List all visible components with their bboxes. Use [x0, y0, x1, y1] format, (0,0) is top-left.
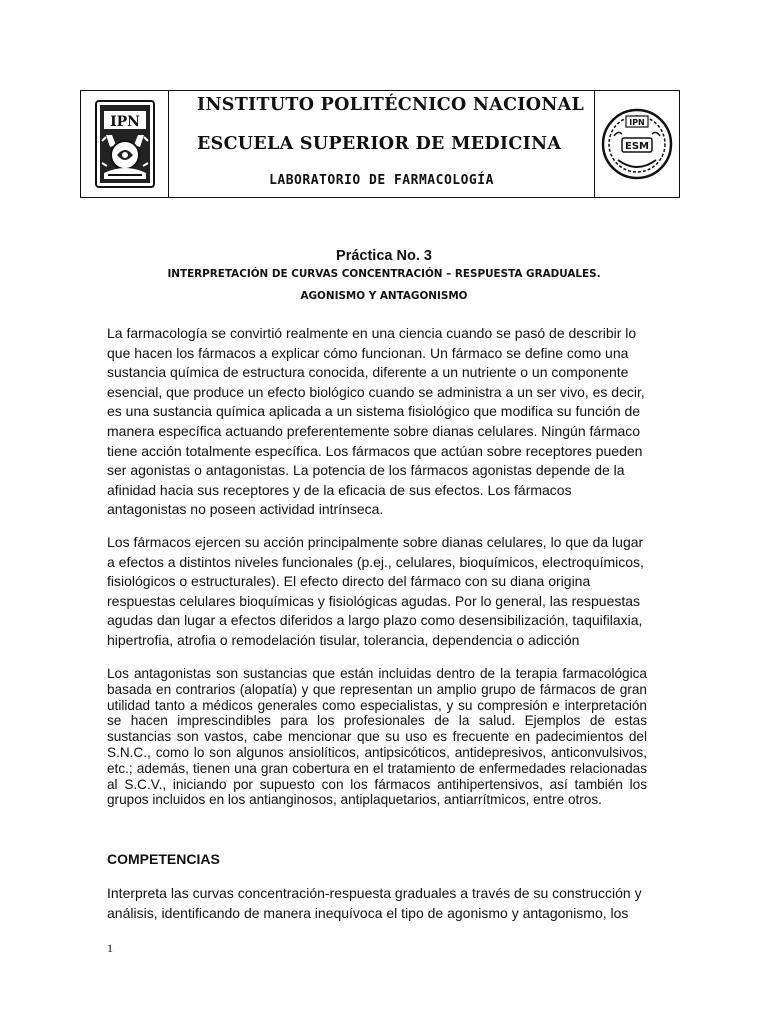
- practice-subtitle-line2: AGONISMO Y ANTAGONISMO: [300, 290, 468, 302]
- antagonists-paragraph: Los antagonistas son sustancias que están incluidas dentro de la terapia farmacológica basada en contrarios (alopatía) y que representan un amplio grupo de fármacos de gran utilidad tanto a médicos generales como especialistas, y su compresión e interpretación se hacen imprescindibles para los profesionales de la salud. Ejemplos de estas sustancias son vastos, cabe mencionar que su uso es frecuente en padecimientos del S.N.C., como lo son algunos ansiolíticos, antipsicóticos, antidepresivos, anticonvulsivos, etc.; además, tienen una gran cobertura en el tratamiento de enfermedades relacionadas al S.C.V., iniciando por supuesto con los fármacos antihipertensivos, así también los grupos incluidos en los antianginosos, antiplaquetarios, antiarrítmicos, entre otros.: [107, 666, 647, 808]
- laboratory-name: LABORATORIO DE FARMACOLOGÍA: [269, 173, 494, 188]
- competencias-text: Interpreta las curvas concentración-respuesta graduales a través de su construcción y análisis, identificando de manera inequívoca el tipo de agonismo y antagonismo, los: [107, 885, 642, 921]
- header-table: [80, 90, 680, 198]
- logo-cell-right: [594, 91, 679, 197]
- header-title-cell: [169, 91, 594, 197]
- esm-logo-text: ESM: [625, 141, 649, 152]
- logo-cell-left: [81, 91, 169, 197]
- practice-number: Práctica No. 3: [336, 248, 432, 264]
- esm-logo: [600, 104, 674, 184]
- esm-logo-top-text: IPN: [629, 118, 645, 127]
- practice-subtitle-line1: INTERPRETACIÓN DE CURVAS CONCENTRACIÓN – RESPUESTA GRADUALES.: [167, 268, 601, 280]
- competencias-heading: COMPETENCIAS: [107, 851, 220, 867]
- intro-paragraph: La farmacología se convirtió realmente en una ciencia cuando se pasó de describir lo que hacen los fármacos a explicar cómo funcionan. Un fármaco se define como una sustancia química de estructura conocida, diferente a un nutriente o un componente esencial, que produce un efecto biológico cuando se administra a un ser vivo, es decir, es una sustancia química aplicada a un sistema fisiológico que modifica su función de manera específica actuando preferentemente sobre dianas celulares. Ningún fármaco tiene acción totalmente específica. Los fármacos que actúan sobre receptores pueden ser agonistas o antagonistas. La potencia de los fármacos agonistas depende de la afinidad hacia sus receptores y de la eficacia de sus efectos. Los fármacos antagonistas no poseen actividad intrínseca.: [107, 325, 645, 518]
- svg-text:IPN: IPN: [109, 114, 140, 130]
- page-number: 1: [107, 941, 113, 955]
- ipn-logo: [90, 97, 160, 191]
- institution-name: INSTITUTO POLITÉCNICO NACIONAL: [197, 95, 585, 115]
- effects-paragraph: Los fármacos ejercen su acción principalmente sobre dianas celulares, lo que da lugar a efectos a distintos niveles funcionales (p.ej., celulares, bioquímicos, electroquímicos, fisiológicos o estructurales). El efecto directo del fármaco con su diana origina respuestas celulares bioquímicas y fisiológicas agudas. Por lo general, las respuestas agudas dan lugar a efectos diferidos a largo plazo como desensibilización, taquifilaxia, hipertrofia, atrofia o remodelación tisular, tolerancia, dependencia o adicción: [107, 534, 644, 648]
- school-name: ESCUELA SUPERIOR DE MEDICINA: [197, 134, 562, 154]
